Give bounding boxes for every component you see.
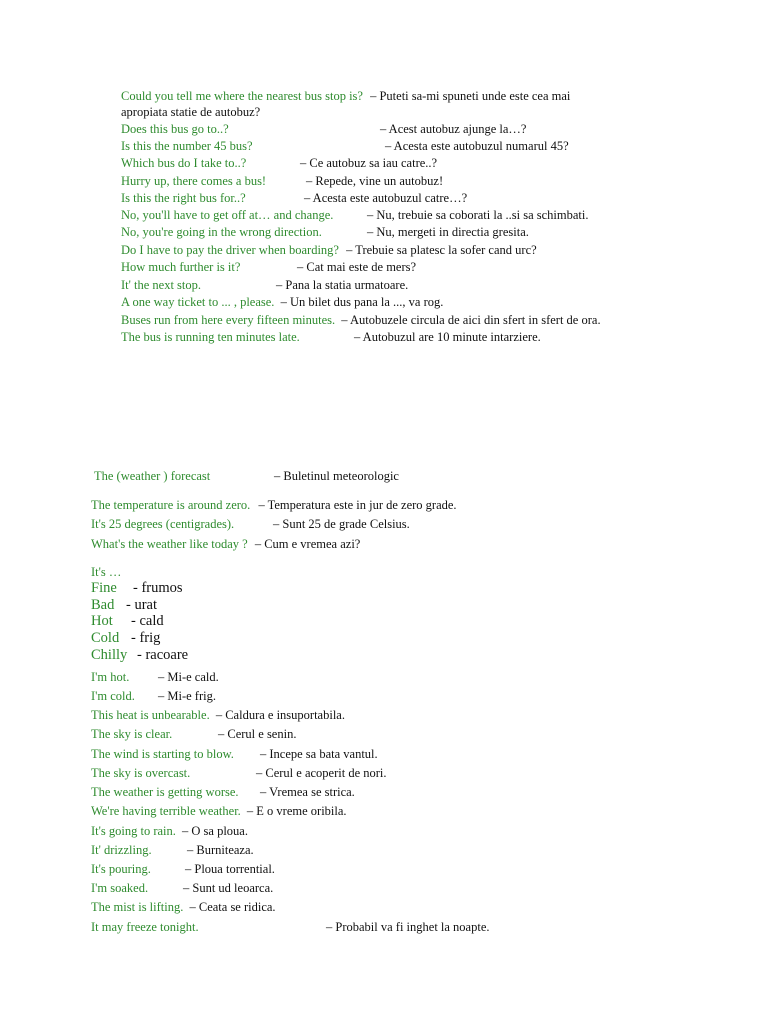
romanian-translation: – Ploua torrential.: [185, 862, 275, 876]
english-phrase: A one way ticket to ... , please.: [121, 295, 275, 309]
bus-phrase-row: [121, 155, 246, 171]
adjective-english: Hot: [91, 613, 113, 629]
romanian-translation: – Pana la statia urmatoare.: [276, 278, 409, 292]
english-phrase: Could you tell me where the nearest bus stop is?: [121, 89, 363, 103]
english-phrase: The temperature is around zero.: [91, 498, 251, 512]
english-phrase: The weather is getting worse.: [91, 785, 239, 799]
romanian-translation: – Burniteaza.: [187, 843, 254, 857]
weather-heading-row: [94, 468, 210, 484]
english-phrase: The wind is starting to blow.: [91, 747, 234, 761]
romanian-translation: – Cerul e senin.: [218, 727, 297, 741]
bus-phrase-row: [121, 121, 229, 137]
weather-phrase-row: [91, 746, 234, 762]
english-phrase: Does this bus go to..?: [121, 122, 229, 136]
english-phrase: Which bus do I take to..?: [121, 156, 247, 170]
weather-phrase-row: [91, 784, 239, 800]
romanian-translation: – Cerul e acoperit de nori.: [256, 766, 387, 780]
romanian-translation: – Ce autobuz sa iau catre..?: [300, 156, 438, 170]
adjective-row: [91, 630, 119, 647]
adjective-romanian: - urat: [126, 597, 157, 613]
romanian-translation: – Acest autobuz ajunge la…?: [380, 122, 527, 136]
bus-phrase-row: [121, 294, 443, 310]
weather-phrase-row: [91, 861, 151, 877]
english-phrase: I'm cold.: [91, 689, 135, 703]
weather-phrase-row: [91, 919, 199, 935]
romanian-translation: – Caldura e insuportabila.: [215, 708, 345, 722]
english-phrase: Is this the number 45 bus?: [121, 139, 253, 153]
adjective-english: Bad: [91, 597, 115, 613]
english-phrase: The bus is running ten minutes late.: [121, 330, 300, 344]
romanian-translation: – Nu, mergeti in directia gresita.: [367, 225, 529, 239]
weather-phrase-row: [91, 536, 360, 552]
adjective-row: [91, 580, 117, 597]
romanian-translation: – Puteti sa-mi spuneti unde este cea mai: [370, 89, 571, 103]
english-phrase: No, you're going in the wrong direction.: [121, 225, 322, 239]
weather-phrase-row: [91, 803, 347, 819]
english-phrase: No, you'll have to get off at… and change.: [121, 208, 334, 222]
english-phrase: Buses run from here every fifteen minutes.: [121, 313, 336, 327]
english-phrase: Hurry up, there comes a bus!: [121, 174, 267, 188]
english-phrase: It' drizzling.: [91, 843, 152, 857]
romanian-translation: – Sunt 25 de grade Celsius.: [273, 517, 410, 531]
english-phrase: It's going to rain.: [91, 824, 176, 838]
english-phrase: What's the weather like today ?: [91, 537, 248, 551]
romanian-translation: – Incepe sa bata vantul.: [260, 747, 378, 761]
adjective-romanian: - frig: [131, 630, 161, 646]
bus-phrase-row: [121, 259, 240, 275]
weather-phrase-row: [91, 880, 148, 896]
bus-phrase-row: [121, 88, 570, 104]
english-phrase: It may freeze tonight.: [91, 920, 199, 934]
weather-phrase-row: [91, 765, 190, 781]
english-phrase: I'm soaked.: [91, 881, 149, 895]
romanian-translation: – Cum e vremea azi?: [254, 537, 361, 551]
weather-heading-english: The (weather ) forecast: [94, 469, 211, 483]
english-phrase: Do I have to pay the driver when boarding?: [121, 243, 339, 257]
adjective-romanian: - racoare: [137, 647, 189, 663]
romanian-translation: – Repede, vine un autobuz!: [306, 174, 444, 188]
english-phrase: I'm hot.: [91, 670, 130, 684]
romanian-translation: – Acesta este autobuzul numarul 45?: [385, 139, 569, 153]
weather-phrase-row: [91, 823, 248, 839]
romanian-translation: – Ceata se ridica.: [189, 900, 276, 914]
adjective-romanian: - cald: [131, 613, 164, 629]
bus-phrase-row: [121, 190, 246, 206]
bus-phrase-row: [121, 312, 601, 328]
adjective-english: Chilly: [91, 647, 128, 663]
bus-phrase-row: [121, 138, 253, 154]
bus-phrase-row: [121, 207, 333, 223]
romanian-translation: – E o vreme oribila.: [246, 804, 347, 818]
adjective-row: [91, 597, 114, 614]
english-phrase: It's pouring.: [91, 862, 151, 876]
its-prefix: It's …: [91, 565, 122, 579]
adjective-english: Cold: [91, 630, 120, 646]
weather-heading-romanian: – Buletinul meteorologic: [274, 469, 399, 483]
english-phrase: How much further is it?: [121, 260, 241, 274]
english-phrase: It' the next stop.: [121, 278, 202, 292]
english-phrase: We're having terrible weather.: [91, 804, 241, 818]
bus-phrase-row: [121, 242, 537, 258]
romanian-translation: – Autobuzele circula de aici din sfert in sfert de ora.: [341, 313, 601, 327]
weather-phrase-row: [91, 497, 457, 513]
romanian-translation: – Vremea se strica.: [260, 785, 355, 799]
romanian-translation: – Acesta este autobuzul catre…?: [304, 191, 468, 205]
english-phrase: The sky is clear.: [91, 727, 173, 741]
weather-phrase-row: [91, 899, 276, 915]
adjective-row: [91, 647, 127, 664]
romanian-translation: – Sunt ud leoarca.: [183, 881, 274, 895]
adjective-romanian: - frumos: [133, 580, 183, 596]
weather-phrase-row: [91, 842, 152, 858]
romanian-translation-continued: apropiata statie de autobuz?: [121, 105, 261, 119]
bus-phrase-row: [121, 224, 322, 240]
romanian-translation: – Mi-e frig.: [158, 689, 216, 703]
english-phrase: The sky is overcast.: [91, 766, 191, 780]
bus-phrase-row: [121, 329, 300, 345]
romanian-translation: – Probabil va fi inghet la noapte.: [326, 920, 490, 934]
bus-phrase-row: [121, 277, 201, 293]
romanian-translation: – Autobuzul are 10 minute intarziere.: [354, 330, 541, 344]
romanian-translation: – Mi-e cald.: [158, 670, 219, 684]
weather-phrase-row: [91, 516, 234, 532]
english-phrase: This heat is unbearable.: [91, 708, 210, 722]
romanian-translation: – O sa ploua.: [182, 824, 248, 838]
romanian-translation: – Trebuie sa platesc la sofer cand urc?: [346, 243, 537, 257]
english-phrase: Is this the right bus for..?: [121, 191, 246, 205]
weather-phrase-row: [91, 707, 345, 723]
weather-phrase-row: [91, 688, 135, 704]
adjective-row: [91, 613, 113, 630]
weather-phrase-row: [91, 726, 172, 742]
adjective-english: Fine: [91, 580, 117, 596]
romanian-translation: – Temperatura este in jur de zero grade.: [258, 498, 457, 512]
weather-phrase-row: [91, 669, 129, 685]
romanian-translation: – Nu, trebuie sa coborati la ..si sa schimbati.: [367, 208, 589, 222]
bus-phrase-row: [121, 173, 266, 189]
romanian-translation: – Un bilet dus pana la ..., va rog.: [280, 295, 444, 309]
romanian-translation: – Cat mai este de mers?: [297, 260, 417, 274]
english-phrase: The mist is lifting.: [91, 900, 184, 914]
english-phrase: It's 25 degrees (centigrades).: [91, 517, 235, 531]
